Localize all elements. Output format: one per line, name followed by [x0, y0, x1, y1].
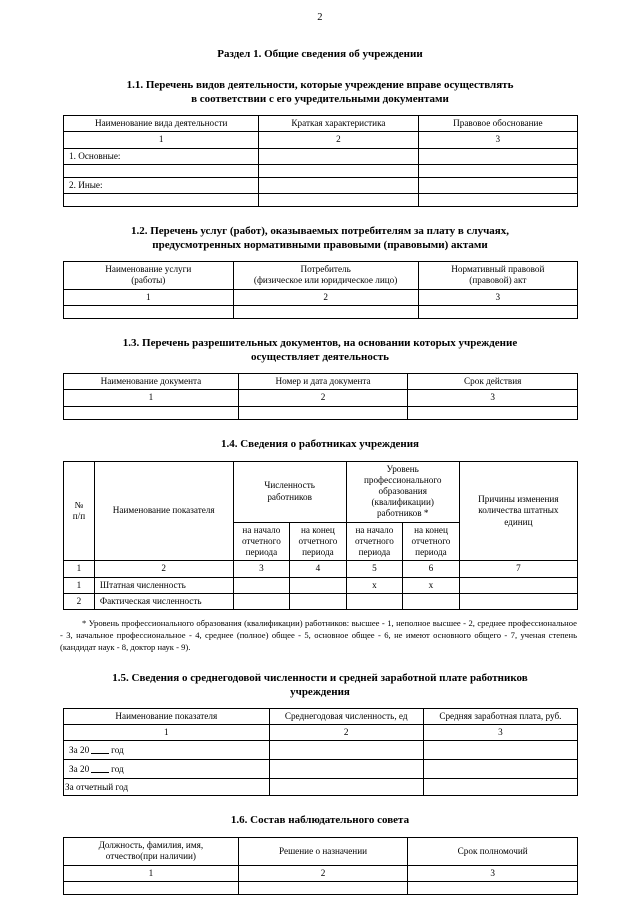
- cell-value[interactable]: [233, 577, 290, 593]
- subsection-heading-1-2-line2: предусмотренных нормативными правовыми (правовыми) актами: [152, 239, 488, 252]
- cell-value[interactable]: [403, 593, 460, 609]
- table-header-row: [64, 262, 578, 289]
- table-column-number-row: [64, 561, 578, 577]
- cell-value[interactable]: [269, 760, 423, 779]
- column-number: 1: [64, 289, 234, 305]
- cell-value[interactable]: [64, 305, 234, 318]
- table-row[interactable]: [64, 177, 578, 193]
- cell-value[interactable]: [346, 593, 403, 609]
- cell-value: х: [403, 577, 460, 593]
- page-number: 2: [317, 12, 323, 23]
- row-label-year-1[interactable]: [64, 741, 270, 760]
- subsection-heading-1-6: [0, 813, 640, 827]
- column-header: Наименование показателя: [64, 708, 270, 724]
- table-header-row: [64, 116, 578, 132]
- column-header-line3: образования: [378, 486, 427, 497]
- column-header-education-end: [403, 522, 460, 561]
- column-header: Средняя заработная плата, руб.: [423, 708, 577, 724]
- cell-value[interactable]: [423, 741, 577, 760]
- table-row[interactable]: [64, 593, 578, 609]
- column-header-headcount: [233, 461, 346, 522]
- cell-value[interactable]: [290, 593, 347, 609]
- cell-value[interactable]: [238, 406, 408, 419]
- row-label-prefix: За 20: [69, 763, 90, 774]
- column-header-line3: периода: [358, 547, 391, 558]
- table-header-row: [64, 838, 578, 865]
- table-row[interactable]: [64, 760, 578, 779]
- cell-value[interactable]: [459, 577, 577, 593]
- subsection-heading-1-4-line1: 1.4. Сведения о работниках учреждения: [220, 437, 420, 450]
- cell-value: Штатная численность: [94, 577, 233, 593]
- column-header-line2: (правовой) акт: [469, 275, 527, 286]
- table-row[interactable]: [64, 741, 578, 760]
- subsection-heading-1-1: [0, 78, 640, 106]
- column-header-line2: количества штатных: [478, 505, 559, 516]
- subsection-heading-1-1-line2: в соответствии с его учредительными документами: [191, 93, 449, 106]
- cell-value[interactable]: [408, 881, 578, 894]
- column-header: Среднегодовая численность, ед: [269, 708, 423, 724]
- column-header-line1: на конец: [301, 524, 335, 535]
- column-number: 1: [64, 561, 95, 577]
- column-header: Номер и дата документа: [238, 374, 408, 390]
- column-header-line2: п/п: [72, 510, 86, 521]
- subsection-heading-1-5-line2: учреждения: [290, 685, 350, 698]
- column-header-line4: (квалификации): [371, 497, 434, 508]
- column-header-line1: Нормативный правовой: [451, 264, 545, 275]
- cell-value[interactable]: [418, 177, 577, 193]
- table-1-1: [63, 115, 578, 207]
- row-label-suffix: год: [111, 744, 124, 755]
- subsection-heading-1-5: [0, 671, 640, 699]
- column-header-line3: периода: [245, 547, 278, 558]
- column-number: 2: [259, 132, 418, 148]
- cell-value[interactable]: [423, 779, 577, 796]
- cell-value[interactable]: [238, 881, 408, 894]
- table-column-number-row: [64, 390, 578, 406]
- subsection-heading-1-2-line1: 1.2. Перечень услуг (работ), оказываемых потребителям за плату в случаях,: [130, 225, 510, 238]
- table-header-row-top: [64, 461, 578, 522]
- subsection-heading-1-6-line1: 1.6. Состав наблюдательного совета: [230, 814, 410, 827]
- column-header-line3: единиц: [504, 516, 533, 527]
- column-header-line1: на начало: [355, 524, 394, 535]
- cell-value[interactable]: [64, 194, 259, 207]
- year-blank-input[interactable]: [91, 753, 109, 754]
- table-row[interactable]: [64, 194, 578, 207]
- column-number: 3: [418, 132, 577, 148]
- cell-value[interactable]: [423, 760, 577, 779]
- column-number: 2: [238, 865, 408, 881]
- table-row[interactable]: [64, 148, 578, 164]
- cell-value[interactable]: [259, 164, 418, 177]
- table-column-number-row: [64, 132, 578, 148]
- subsection-heading-1-4: [0, 437, 640, 451]
- subsection-heading-1-3-line1: 1.3. Перечень разрешительных документов, на основании которых учреждение: [122, 336, 518, 349]
- column-number: 1: [64, 390, 239, 406]
- column-header-line2: отчество(при наличии): [105, 851, 196, 862]
- cell-value: Фактическая численность: [94, 593, 233, 609]
- column-number: 2: [233, 289, 418, 305]
- column-number: 5: [346, 561, 403, 577]
- column-header: Решение о назначении: [238, 838, 408, 865]
- column-header-line2: отчетного: [355, 535, 394, 546]
- column-header-indicator-name: Наименование показателя: [94, 461, 233, 561]
- table-row[interactable]: [64, 881, 578, 894]
- row-number: 1: [64, 577, 95, 593]
- column-header-line2: профессионального: [363, 474, 442, 485]
- column-header-line1: Численность: [264, 480, 315, 491]
- column-number: 1: [64, 132, 259, 148]
- year-blank-input[interactable]: [91, 772, 109, 773]
- column-number: 7: [459, 561, 577, 577]
- cell-value[interactable]: [408, 406, 578, 419]
- column-number: 1: [64, 865, 239, 881]
- cell-value: х: [346, 577, 403, 593]
- column-header-line1: Должность, фамилия, имя,: [98, 840, 204, 851]
- column-header-line1: Причины изменения: [478, 494, 559, 505]
- subsection-heading-1-1-line1: 1.1. Перечень видов деятельности, которые учреждение вправе осуществлять: [126, 79, 514, 92]
- column-header-line5: работников *: [376, 508, 429, 519]
- column-number: 3: [423, 724, 577, 740]
- column-header: Наименование документа: [64, 374, 239, 390]
- column-header-line2: работников: [267, 491, 312, 502]
- cell-value[interactable]: [259, 177, 418, 193]
- cell-value[interactable]: [233, 593, 290, 609]
- column-number: 3: [233, 561, 290, 577]
- subsection-heading-1-3: [0, 336, 640, 364]
- column-header-education-level: [346, 461, 459, 522]
- column-header: [418, 262, 577, 289]
- column-header-line1: Потребитель: [300, 264, 351, 275]
- cell-value[interactable]: 1. Основные:: [64, 148, 259, 164]
- table-row[interactable]: [64, 577, 578, 593]
- row-label-year-2[interactable]: [64, 760, 270, 779]
- table-row[interactable]: [64, 406, 578, 419]
- column-number: 3: [408, 865, 578, 881]
- subsection-heading-1-2: [0, 224, 640, 252]
- column-header-line1: №: [74, 499, 84, 510]
- column-header: Срок полномочий: [408, 838, 578, 865]
- column-header-headcount-start: [233, 522, 290, 561]
- cell-value[interactable]: [64, 164, 259, 177]
- table-1-5: [63, 708, 578, 796]
- subsection-heading-1-5-line1: 1.5. Сведения о среднегодовой численности и средней заработной плате работников: [112, 671, 528, 684]
- column-header-line2: отчетного: [298, 535, 338, 546]
- row-label-prefix: За 20: [69, 744, 90, 755]
- table-row[interactable]: [64, 305, 578, 318]
- cell-value[interactable]: [418, 305, 577, 318]
- table-column-number-row: [64, 724, 578, 740]
- column-number: 6: [403, 561, 460, 577]
- column-header-reasons: [459, 461, 577, 561]
- row-label-suffix: год: [111, 763, 124, 774]
- column-header: Краткая характеристика: [259, 116, 418, 132]
- document-page: [0, 12, 640, 917]
- column-header-line2: (физическое или юридическое лицо): [253, 275, 398, 286]
- table-1-4-footnote: * Уровень профессионального образования (квалификации) работников: высшее - 1, неполное высшее - 2, среднее профессиональное - 3, начальное профессиональное - 4, среднее (полное) общее - 5, основное общее - 6, не имеют основного общего - 7, ученая степень (кандидат наук - 8, доктор наук - 9).: [60, 618, 577, 652]
- row-label-reporting-year: За отчетный год: [64, 779, 270, 796]
- column-header: Срок действия: [408, 374, 578, 390]
- column-number: 3: [408, 390, 578, 406]
- column-number: 2: [269, 724, 423, 740]
- table-row[interactable]: [64, 779, 578, 796]
- column-header-line1: Наименование услуги: [105, 264, 192, 275]
- column-header-line2: отчетного: [241, 535, 281, 546]
- column-header-line1: на начало: [242, 524, 281, 535]
- column-number: 4: [290, 561, 347, 577]
- table-header-row: [64, 374, 578, 390]
- cell-value[interactable]: [418, 164, 577, 177]
- column-header: Правовое обоснование: [418, 116, 577, 132]
- column-number: 3: [418, 289, 577, 305]
- cell-value[interactable]: [64, 406, 239, 419]
- table-1-2: [63, 261, 578, 319]
- column-header: [233, 262, 418, 289]
- column-header-line1: на конец: [414, 524, 448, 535]
- cell-value[interactable]: [269, 741, 423, 760]
- cell-value[interactable]: [418, 194, 577, 207]
- column-number: 1: [64, 724, 270, 740]
- column-number: 2: [94, 561, 233, 577]
- column-header-line2: (работы): [131, 275, 166, 286]
- cell-value[interactable]: [459, 593, 577, 609]
- column-header-no-pp: [64, 461, 95, 561]
- column-header-line3: периода: [415, 547, 447, 558]
- subsection-heading-1-3-line2: осуществляет деятельность: [251, 351, 389, 363]
- column-number: 2: [238, 390, 408, 406]
- column-header-headcount-end: [290, 522, 347, 561]
- column-header: Наименование вида деятельности: [64, 116, 259, 132]
- column-header-line2: отчетного: [411, 535, 451, 546]
- column-header-line1: Уровень: [386, 463, 419, 474]
- table-1-3: [63, 373, 578, 419]
- table-row[interactable]: [64, 164, 578, 177]
- section-title: Раздел 1. Общие сведения об учреждении: [217, 48, 423, 60]
- column-header-line3: периода: [302, 547, 334, 558]
- table-1-4: [63, 461, 578, 610]
- table-1-6: [63, 837, 578, 895]
- table-column-number-row: [64, 289, 578, 305]
- cell-value[interactable]: [418, 148, 577, 164]
- table-header-row: [64, 708, 578, 724]
- cell-value[interactable]: [290, 577, 347, 593]
- row-number: 2: [64, 593, 95, 609]
- cell-value[interactable]: [269, 779, 423, 796]
- cell-value[interactable]: [233, 305, 418, 318]
- table-column-number-row: [64, 865, 578, 881]
- cell-value[interactable]: [259, 194, 418, 207]
- column-header-education-start: [346, 522, 403, 561]
- column-header: [64, 838, 239, 865]
- cell-value[interactable]: [259, 148, 418, 164]
- column-header: [64, 262, 234, 289]
- cell-value[interactable]: 2. Иные:: [64, 177, 259, 193]
- cell-value[interactable]: [64, 881, 239, 894]
